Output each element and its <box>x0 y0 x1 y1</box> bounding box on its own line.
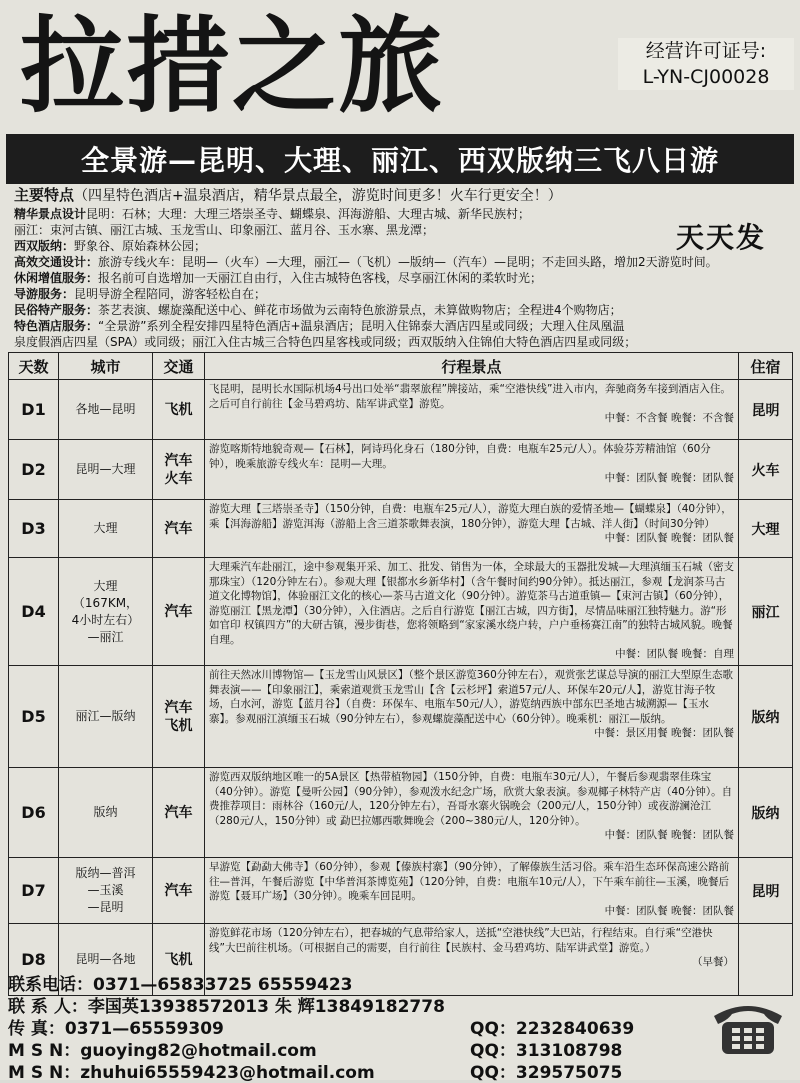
itinerary-text: 大理乘汽车赴丽江，途中参观集开采、加工、批发、销售为一体，全球最大的玉器批发城—大理滇缅玉石城（密支那珠宝）（120分钟左右）。参观大理【银都水乡新华村】（含午餐时间约90分钟）。抵达丽江，参观【龙润茶马古道文化博物馆】，体验丽江文化的核心—茶马古道文化（90分钟）。游览茶马古道重镇—【束河古镇】（60分钟），游览丽江【黑龙潭】（30分钟），入住酒店。之后自行游览【丽江古城，四方街】，尽情品味丽江独特魅力。游“形如官印 权镇四方”的大研古镇，漫步街巷，您将领略到“家家溪水绕户转，户户垂杨赛江南”的独特古城风貌。晚餐自理。 <box>209 561 734 646</box>
day-cell: D4 <box>9 558 59 666</box>
itinerary-text: 早游览【勐勐大佛寺】（60分钟），参观【傣族村寨】（90分钟），了解傣族生活习俗。乘车沿生态环保高速公路前往—普洱，午餐后游览【中华普洱茶博览苑】（120分钟，自费：电瓶车10元/人），下午乘车前往—玉溪，晚餐后游览【聂耳广场】（30分钟）。晚乘车回昆明。 <box>209 861 730 902</box>
city-cell: 大理 （167KM， 4小时左右） —丽江 <box>59 558 153 666</box>
msn-value: guoying82@hotmail.com <box>80 1041 317 1061</box>
itinerary-cell <box>205 666 739 768</box>
stay-cell: 大理 <box>739 500 793 558</box>
daily-departure-badge: 天天发 <box>676 221 767 254</box>
itinerary-cell <box>205 858 739 924</box>
city-cell: 大理 <box>59 500 153 558</box>
stay-cell: 昆明 <box>739 858 793 924</box>
phone-value: 0371—65833725 65559423 <box>93 975 353 995</box>
table-row <box>9 558 793 666</box>
transport-cell: 汽车 <box>153 500 205 558</box>
stay-cell: 火车 <box>739 440 793 500</box>
qq-value: 2232840639 <box>515 1019 635 1039</box>
city-cell: 丽江—版纳 <box>59 666 153 768</box>
feature-text: 泉度假酒店四星（SPA）或同级；丽江入住古城三合特色四星客栈或同级；西双版纳入住锦伯大特色酒店四星或同级； <box>14 335 637 349</box>
feature-row <box>14 206 790 222</box>
qq-label: QQ： <box>470 1063 516 1083</box>
feature-label: 特色酒店服务： <box>14 319 99 333</box>
msn-label: M S N： <box>8 1063 81 1083</box>
table-row <box>9 666 793 768</box>
meal-info: 中餐：不含餐 晚餐：不含餐 <box>604 412 734 424</box>
qq-label: QQ： <box>470 1041 516 1061</box>
meal-info: 中餐：团队餐 晚餐：自理 <box>615 648 734 660</box>
qq-row-3 <box>470 1058 622 1083</box>
itinerary-cell <box>205 500 739 558</box>
feature-label: 高效交通设计： <box>14 255 99 269</box>
feature-row <box>14 286 790 302</box>
itinerary-text: 游览西双版纳地区唯一的5A景区【热带植物园】（150分钟，自费：电瓶车30元/人），午餐后参观翡翠佳珠宝（40分钟）。游览【曼听公园】（90分钟），参观泼水纪念广场，欣赏大象表演。参观椰子林特产店（40分钟）。自费推荐项目：雨林谷（160元/人，120分钟左右），吾哥水寨火锅晚会（200元/人，150分钟）或夜游澜沧江（280元/人，150分钟）或 勐巴拉娜西歌舞晚会（200~380元/人，120分钟）。 <box>209 771 733 827</box>
header-itinerary: 行程景点 <box>205 353 739 380</box>
contact-section <box>8 970 792 1083</box>
person-label: 联 系 人： <box>8 997 88 1017</box>
feature-text: 野象谷、原始森林公园； <box>74 239 207 253</box>
fax-label: 传 真： <box>8 1019 65 1039</box>
meal-info: 中餐：团队餐 晚餐：团队餐 <box>604 532 734 544</box>
table-row <box>9 768 793 858</box>
day-cell: D5 <box>9 666 59 768</box>
qq-value: 313108798 <box>515 1041 623 1061</box>
itinerary-cell <box>205 558 739 666</box>
stay-cell: 版纳 <box>739 768 793 858</box>
table-row <box>9 858 793 924</box>
license-number: L-YN-CJ00028 <box>642 66 770 88</box>
meal-info: 中餐：团队餐 晚餐：团队餐 <box>604 829 734 841</box>
itinerary-table <box>8 352 793 996</box>
transport-cell: 汽车 火车 <box>153 440 205 500</box>
feature-label: 西双版纳： <box>14 239 75 253</box>
table-row <box>9 500 793 558</box>
transport-cell: 汽车 飞机 <box>153 666 205 768</box>
person-value: 李国英13938572013 朱 辉13849182778 <box>87 997 445 1017</box>
features-label: 主要特点 <box>14 186 75 204</box>
transport-cell: 飞机 <box>153 924 205 996</box>
city-cell: 昆明—各地 <box>59 924 153 996</box>
meal-info: （早餐） <box>692 956 734 968</box>
transport-cell: 汽车 <box>153 558 205 666</box>
telephone-icon <box>708 994 788 1058</box>
msn-label: M S N： <box>8 1041 81 1061</box>
itinerary-text: 游览大理【三塔崇圣寺】（150分钟，自费：电瓶车25元/人），游览大理白族的爱情圣地—【蝴蝶泉】（40分钟），乘【洱海游船】游览洱海（游船上含三道茶歌舞表演，180分钟），游览大理【古城、洋人街】（时间30分钟） <box>209 503 732 530</box>
feature-row <box>14 222 790 238</box>
tour-title: 全景游—昆明、大理、丽江、西双版纳三飞八日游 <box>80 144 719 177</box>
feature-label: 休闲增值服务： <box>14 271 99 285</box>
day-cell: D6 <box>9 768 59 858</box>
stay-cell: 丽江 <box>739 558 793 666</box>
feature-text: 昆明导游全程陪同，游客轻松自在； <box>74 287 267 301</box>
city-cell: 昆明—大理 <box>59 440 153 500</box>
transport-cell: 飞机 <box>153 380 205 440</box>
feature-text: “全景游”系列全程安排四星特色酒店+温泉酒店；昆明入住锦泰大酒店四星或同级；大理入住凤凰温 <box>98 319 625 333</box>
feature-text: 旅游专线火车：昆明—（火车）—大理，丽江—（飞机）—版纳—（汽车）—昆明；不走回头路，增加2天游览时间。 <box>98 255 718 269</box>
fax-value: 0371—65559309 <box>64 1019 224 1039</box>
header <box>6 4 794 128</box>
qq-label: QQ： <box>470 1019 516 1039</box>
transport-cell: 汽车 <box>153 858 205 924</box>
features-summary: （四星特色酒店+温泉酒店，精华景点最全，游览时间更多！火车行更安全！） <box>74 188 562 204</box>
stay-cell: 版纳 <box>739 666 793 768</box>
feature-label: 民俗特产服务： <box>14 303 99 317</box>
license-label: 经营许可证号: <box>645 40 767 62</box>
header-day: 天数 <box>9 353 59 380</box>
city-cell: 版纳 <box>59 768 153 858</box>
feature-row <box>14 318 790 334</box>
stay-cell: 昆明 <box>739 380 793 440</box>
itinerary-cell <box>205 380 739 440</box>
city-cell: 各地—昆明 <box>59 380 153 440</box>
feature-row <box>14 270 790 286</box>
itinerary-text: 飞昆明，昆明长水国际机场4号出口处举“翡翠旅程”牌接站，乘“空港快线”进入市内，奔驰商务车接到酒店入住。之后可自行前往【金马碧鸡坊、陆军讲武堂】游览。 <box>209 383 731 410</box>
feature-label: 精华景点设计 <box>14 207 87 221</box>
day-cell: D7 <box>9 858 59 924</box>
tour-title-bar <box>6 134 794 184</box>
meal-info: 中餐：团队餐 晚餐：团队餐 <box>604 904 734 917</box>
day-cell: D3 <box>9 500 59 558</box>
itinerary-cell <box>205 440 739 500</box>
day-cell: D8 <box>9 924 59 996</box>
feature-text: 报名前可自选增加一天丽江自由行，入住古城特色客栈，尽享丽江休闲的柔软时光； <box>98 271 543 285</box>
license-box <box>618 38 794 90</box>
transport-cell: 汽车 <box>153 768 205 858</box>
table-header-row <box>9 353 793 380</box>
phone-label: 联系电话： <box>8 975 93 995</box>
feature-row <box>14 334 790 350</box>
qq-value: 329575075 <box>515 1063 623 1083</box>
msn-row-2 <box>8 1058 375 1083</box>
meal-info: 中餐：景区用餐 晚餐：团队餐 <box>594 727 734 739</box>
header-stay: 住宿 <box>739 353 793 380</box>
table-row <box>9 380 793 440</box>
msn-value: zhuhui65559423@hotmail.com <box>80 1063 375 1083</box>
meal-info: 中餐：团队餐 晚餐：团队餐 <box>604 472 734 484</box>
itinerary-text: 游览鲜花市场（120分钟左右），把春城的气息带给家人，送抵“空港快线”大巴站，行程结束。自行乘“空港快线”大巴前往机场。（可根据自己的需要，自行前往【民族村、金马碧鸡坊、陆军讲武堂】游览。） <box>209 927 713 954</box>
features-heading <box>14 186 790 206</box>
feature-text: 茶艺表演、螺旋藻配送中心、鲜花市场做为云南特色旅游景点，未算做购物店；全程进4个购物店； <box>98 303 622 317</box>
header-city: 城市 <box>59 353 153 380</box>
day-cell: D1 <box>9 380 59 440</box>
feature-text: 昆明：石林；大理：大理三塔崇圣寺、蝴蝶泉、洱海游船、大理古城、新华民族村； <box>86 207 531 221</box>
feature-text: 丽江：束河古镇、丽江古城、玉龙雪山、印象丽江、蓝月谷、玉水寨、黑龙潭； <box>14 223 435 237</box>
header-transport: 交通 <box>153 353 205 380</box>
feature-row <box>14 302 790 318</box>
agency-title: 拉措之旅 <box>20 5 445 127</box>
table-row <box>9 440 793 500</box>
features-section <box>14 186 790 350</box>
itinerary-cell <box>205 768 739 858</box>
itinerary-text: 前往天然冰川博物馆—【玉龙雪山风景区】（整个景区游览360分钟左右），观赏张艺谋总导演的丽江大型原生态歌舞表演——【印象丽江】，乘索道观赏玉龙雪山【含【云杉坪】索道57元/人、环保车20元/人】，游览甘海子牧场，白水河，游览【蓝月谷】（自费：环保车、电瓶车50元/人），游览纳西族中部东巴圣地古城溯源—【玉水寨】。参观丽江滇缅玉石城（90分钟左右），参观螺旋藻配送中心（60分钟）。晚乘机：丽江—版纳。 <box>209 669 734 725</box>
city-cell: 版纳—普洱 —玉溪 —昆明 <box>59 858 153 924</box>
day-cell: D2 <box>9 440 59 500</box>
feature-row <box>14 238 790 254</box>
feature-label: 导游服务： <box>14 287 75 301</box>
itinerary-text: 游览喀斯特地貌奇观—【石林】，阿诗玛化身石（180分钟，自费：电瓶车25元/人）。体验芬芳精油馆（60分钟），晚乘旅游专线火车：昆明—大理。 <box>209 443 711 470</box>
feature-row <box>14 254 790 270</box>
